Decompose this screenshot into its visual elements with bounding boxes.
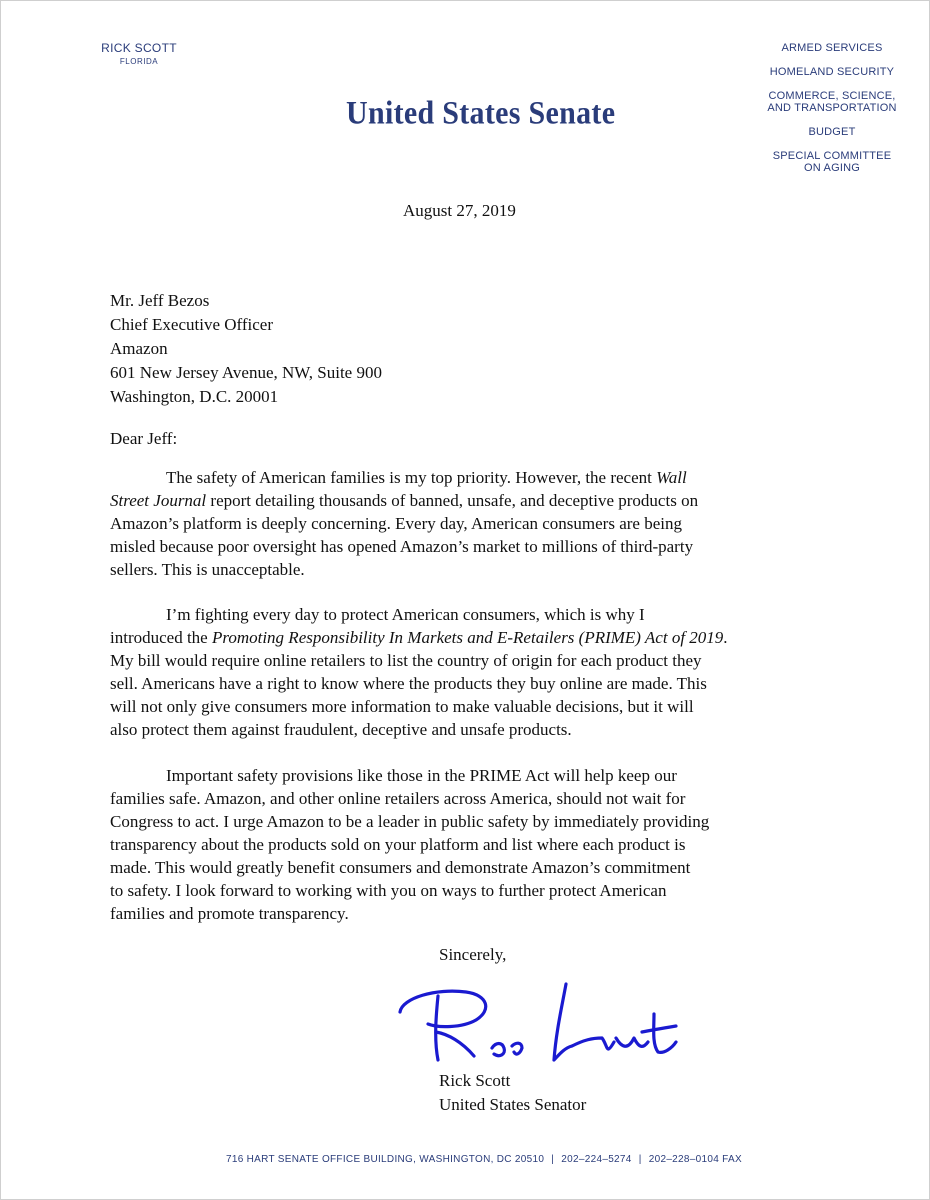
- letter-date: August 27, 2019: [403, 201, 516, 220]
- recipient-name: Mr. Jeff Bezos: [110, 291, 210, 310]
- paragraph-line: families and promote transparency.: [110, 904, 349, 923]
- paragraph-line: will not only give consumers more information to make valuable decisions, but it will: [110, 697, 694, 716]
- senate-title: United States Senate: [346, 95, 616, 132]
- paragraph-line: sellers. This is unacceptable.: [110, 560, 305, 579]
- sender-name: RICK SCOTT: [101, 41, 177, 55]
- italic-run: Street Journal: [110, 491, 207, 510]
- paragraph-line: to safety. I look forward to working with you on ways to further protect American: [110, 881, 667, 900]
- italic-run: Wall: [656, 468, 687, 487]
- paragraph-line: Congress to act. I urge Amazon to be a leader in public safety by immediately providing: [110, 812, 710, 831]
- paragraph-line: transparency about the products sold on your platform and list where each product is: [110, 835, 686, 854]
- text-run: introduced the: [110, 628, 212, 647]
- signature-image: [396, 976, 681, 1074]
- closing: Sincerely,: [439, 945, 507, 964]
- committee-list: [747, 42, 917, 186]
- paragraph-line: families safe. Amazon, and other online retailers across America, should not wait for: [110, 789, 686, 808]
- signer-title: United States Senator: [439, 1095, 587, 1114]
- paragraph-line: I’m fighting every day to protect American consumers, which is why I: [166, 605, 645, 624]
- signer-name: Rick Scott: [439, 1071, 511, 1090]
- footer-contact: [226, 1154, 742, 1165]
- italic-run: Promoting Responsibility In Markets and E-Retailers (PRIME) Act of 2019: [211, 628, 724, 647]
- paragraph-line: sell. Americans have a right to know where the products they buy online are made. This: [110, 674, 707, 693]
- body-paragraph-3: [110, 764, 850, 925]
- separator: |: [551, 1154, 555, 1165]
- text-run: .: [723, 628, 728, 647]
- salutation: Dear Jeff:: [110, 429, 178, 448]
- recipient-title: Chief Executive Officer: [110, 315, 274, 334]
- recipient-street: 601 New Jersey Avenue, NW, Suite 900: [110, 363, 382, 382]
- paragraph-line: [110, 626, 850, 649]
- committee-item: ARMED SERVICES: [781, 42, 883, 54]
- footer-phone: 202–224–5274: [561, 1154, 632, 1165]
- paragraph-line: Amazon’s platform is deeply concerning. Every day, American consumers are being: [110, 514, 682, 533]
- paragraph-line: made. This would greatly benefit consumers and demonstrate Amazon’s commitment: [110, 858, 691, 877]
- body-paragraph-2: [110, 603, 850, 741]
- paragraph-line: My bill would require online retailers to list the country of origin for each product they: [110, 651, 702, 670]
- separator: |: [638, 1154, 642, 1165]
- paragraph-line: also protect them against fraudulent, deceptive and unsafe products.: [110, 720, 572, 739]
- committee-item: HOMELAND SECURITY: [769, 66, 895, 78]
- recipient-company: Amazon: [110, 339, 168, 358]
- sender-state: FLORIDA: [119, 57, 159, 66]
- committee-item: BUDGET: [808, 126, 856, 138]
- text-run: report detailing thousands of banned, unsafe, and deceptive products on: [206, 491, 699, 510]
- footer-address: 716 HART SENATE OFFICE BUILDING, WASHINGTON, DC 20510: [226, 1154, 545, 1165]
- paragraph-line: [110, 489, 850, 512]
- signature-block: [439, 1069, 586, 1117]
- sender-block: [61, 41, 217, 66]
- paragraph-line: misled because poor oversight has opened Amazon’s market to millions of third-party: [110, 537, 694, 556]
- footer-fax: 202–228–0104 FAX: [648, 1154, 742, 1165]
- text-run: The safety of American families is my top priority. However, the recent: [166, 468, 657, 487]
- recipient-city: Washington, D.C. 20001: [110, 387, 279, 406]
- paragraph-line: [110, 466, 850, 489]
- paragraph-line: Important safety provisions like those in the PRIME Act will help keep our: [166, 766, 677, 785]
- committee-item: SPECIAL COMMITTEE ON AGING: [772, 150, 892, 174]
- body-paragraph-1: [110, 466, 850, 581]
- committee-item: COMMERCE, SCIENCE, AND TRANSPORTATION: [767, 90, 897, 114]
- recipient-address: [110, 289, 382, 409]
